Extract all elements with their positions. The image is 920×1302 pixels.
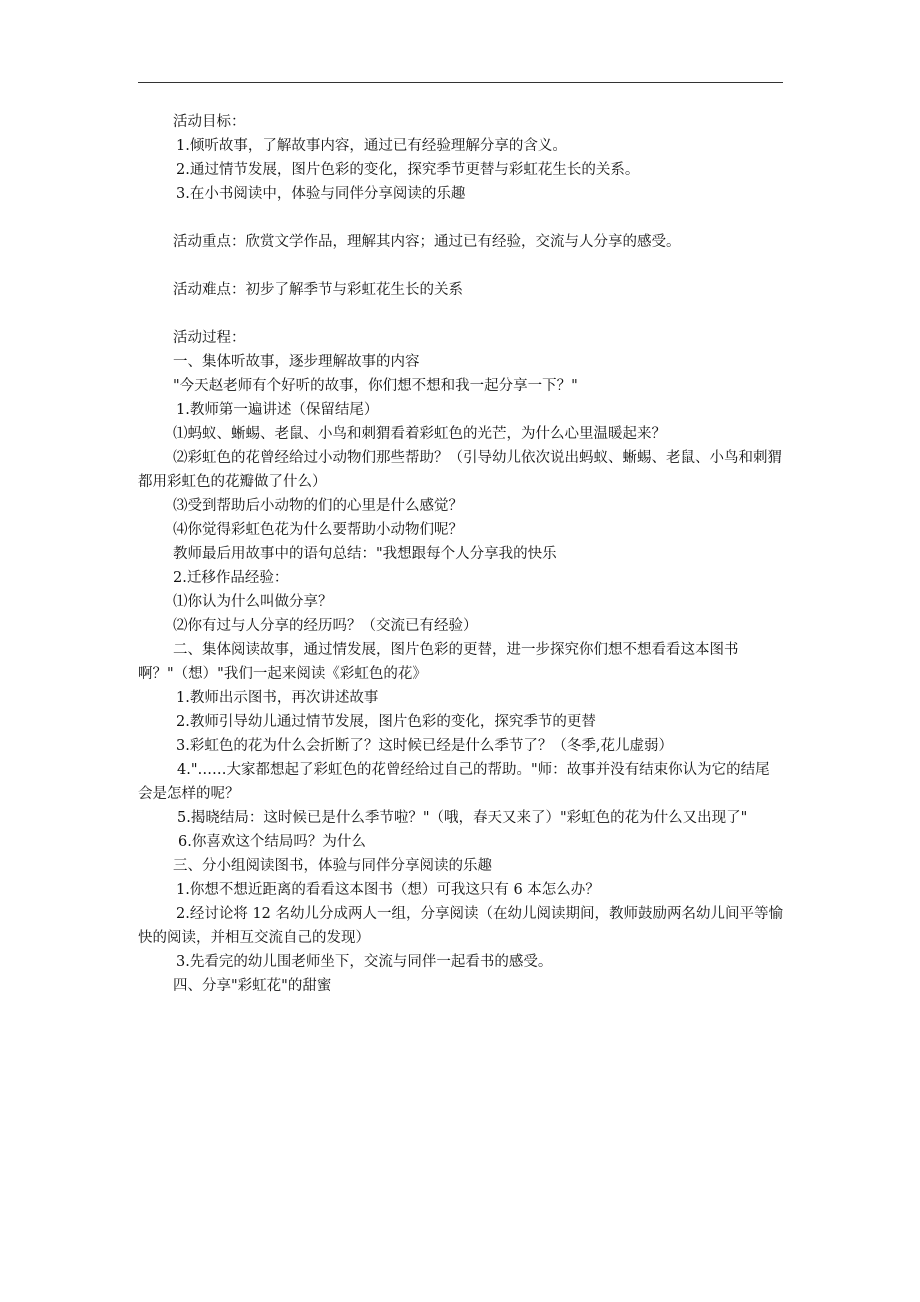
section2-step-5: 5.揭晓结局：这时候已是什么季节啦？"（哦，春天又来了）"彩虹色的花为什么又出现了" — [177, 810, 748, 826]
section1-quote: "今天赵老师有个好听的故事，你们想不想和我一起分享一下？" — [173, 378, 578, 394]
document-body — [138, 110, 783, 998]
section4-title: 四、分享"彩虹花"的甜蜜 — [173, 978, 332, 994]
section1-summary: 教师最后用故事中的语句总结："我想跟每个人分享我的快乐 — [173, 546, 557, 562]
section1-question-6: ⑵你有过与人分享的经历吗？（交流已有经验） — [173, 618, 478, 634]
section2-step-4: 4."……大家都想起了彩虹色的花曾经给过自己的帮助。"师：故事并没有结束你认为它的结尾会是怎样的呢？ — [138, 762, 770, 802]
section2-step-1: 1.教师出示图书，再次讲述故事 — [176, 690, 379, 706]
goal-item-2: 2.通过情节发展，图片色彩的变化，探究季节更替与彩虹花生长的关系。 — [176, 162, 640, 178]
goal-item-1: 1.倾听故事，了解故事内容，通过已有经验理解分享的含义。 — [176, 138, 567, 154]
section3-title: 三、分小组阅读图书，体验与同伴分享阅读的乐趣 — [173, 858, 492, 874]
section3-step-3: 3.先看完的幼儿围老师坐下，交流与同伴一起看书的感受。 — [176, 954, 553, 970]
section2-step-2: 2.教师引导幼儿通过情节发展，图片色彩的变化，探究季节的更替 — [176, 714, 596, 730]
goal-item-3: 3.在小书阅读中，体验与同伴分享阅读的乐趣 — [176, 186, 466, 202]
section2-step-6: 6.你喜欢这个结局吗？为什么 — [178, 834, 366, 850]
section2-step-3: 3.彩虹色的花为什么会折断了？这时候已经是什么季节了？（冬季,花儿虚弱） — [176, 738, 673, 754]
process-heading: 活动过程： — [173, 330, 246, 346]
goals-heading: 活动目标： — [173, 114, 246, 130]
section3-step-1: 1.你想不想近距离的看看这本图书（想）可我这只有 6 本怎么办？ — [176, 882, 600, 898]
section1-question-4: ⑷你觉得彩虹色花为什么要帮助小动物们呢？ — [173, 522, 463, 538]
section1-title: 一、集体听故事，逐步理解故事的内容 — [173, 354, 420, 370]
header-rule — [138, 82, 783, 83]
spacer — [138, 206, 783, 230]
spacer — [138, 254, 783, 278]
section1-question-3: ⑶受到帮助后小动物的们的心里是什么感觉？ — [173, 498, 463, 514]
section3-step-2: 2.经讨论将 12 名幼儿分成两人一组，分享阅读（在幼儿阅读期间，教师鼓励两名幼儿间平等愉快的阅读，并相互交流自己的发现） — [138, 906, 783, 946]
section1-question-2: ⑵彩虹色的花曾经给过小动物们那些帮助？（引导幼儿依次说出蚂蚁、蜥蜴、老鼠、小鸟和刺猬都用彩虹色的花瓣做了什么） — [138, 450, 782, 490]
section1-question-5: ⑴你认为什么叫做分享？ — [173, 594, 333, 610]
difficulty: 活动难点：初步了解季节与彩虹花生长的关系 — [173, 282, 463, 298]
key-point: 活动重点：欣赏文学作品，理解其内容；通过已有经验，交流与人分享的感受。 — [173, 234, 681, 250]
section2-title: 二、集体阅读故事，通过情发展，图片色彩的更替，进一步探究你们想不想看看这本图书啊？"（想）"我们一起来阅读《彩虹色的花》 — [138, 642, 739, 682]
section1-step2: 2.迁移作品经验： — [173, 570, 289, 586]
spacer — [138, 302, 783, 326]
section1-question-1: ⑴蚂蚁、蜥蜴、老鼠、小鸟和刺猬看着彩虹色的光芒，为什么心里温暖起来？ — [173, 426, 666, 442]
section1-step1: 1.教师第一遍讲述（保留结尾） — [176, 402, 379, 418]
